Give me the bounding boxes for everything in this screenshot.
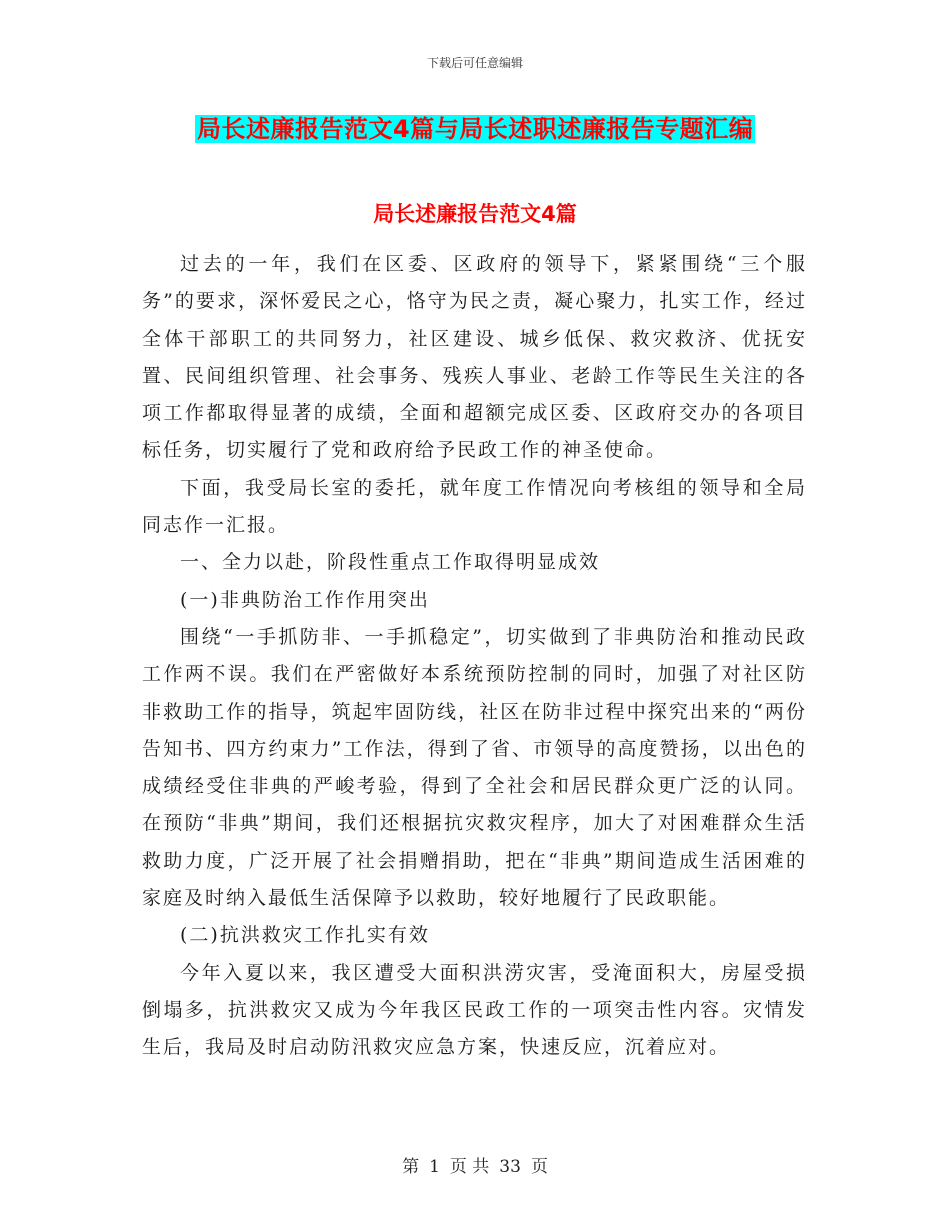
page-mid: 页 共 xyxy=(449,1157,490,1177)
document-body xyxy=(142,246,807,1067)
section-title: 局长述廉报告范文4篇 xyxy=(373,202,577,226)
header-note: 下载后可任意编辑 xyxy=(426,56,523,70)
page-footer xyxy=(0,1152,950,1177)
subheading-flood: (二)抗洪救灾工作扎实有效 xyxy=(180,924,430,947)
paragraph-intro: 过去的一年，我们在区委、区政府的领导下，紧紧围绕“三个服务”的要求，深怀爱民之心，恪守为民之责，凝心聚力，扎实工作，经过全体干部职工的共同努力，社区建设、城乡低保、救灾救济、优抚安置、民间组织管理、社会事务、残疾人事业、老龄工作等民生关注的各项工作都取得显著的成绩，全面和超额完成区委、区政府交办的各项目标任务，切实履行了党和政府给予民政工作的神圣使命。 xyxy=(142,253,807,462)
page-prefix: 第 xyxy=(402,1157,420,1177)
paragraph-report-notice: 下面，我受局长室的委托，就年度工作情况向考核组的领导和全局同志作一汇报。 xyxy=(142,476,807,537)
page-total: 33 xyxy=(499,1157,521,1177)
heading-part-one: 一、全力以赴，阶段性重点工作取得明显成效 xyxy=(180,551,601,574)
subheading-sars: (一)非典防治工作作用突出 xyxy=(180,588,430,611)
page-number: 1 xyxy=(429,1157,440,1177)
document-title-container xyxy=(195,112,755,146)
paragraph-sars: 围绕“一手抓防非、一手抓稳定”，切实做到了非典防治和推动民政工作两不误。我们在严密做好本系统预防控制的同时，加强了对社区防非救助工作的指导，筑起牢固防线，社区在防非过程中探究出来的“两份告知书、四方约束力”工作法，得到了省、市领导的高度赞扬，以出色的成绩经受住非典的严峻考验，得到了全社会和居民群众更广泛的认同。在预防“非典”期间，我们还根据抗灾救灾程序，加大了对困难群众生活救助力度，广泛开展了社会捐赠捐助，把在“非典”期间造成生活困难的家庭及时纳入最低生活保障予以救助，较好地履行了民政职能。 xyxy=(142,625,807,910)
page-suffix: 页 xyxy=(530,1157,548,1177)
document-title: 局长述廉报告范文4篇与局长述职述廉报告专题汇编 xyxy=(197,115,754,143)
paragraph-flood: 今年入夏以来，我区遭受大面积洪涝灾害，受淹面积大，房屋受损倒塌多，抗洪救灾又成为今年我区民政工作的一项突击性内容。灾情发生后，我局及时启动防汛救灾应急方案，快速反应，沉着应对。 xyxy=(142,961,807,1059)
